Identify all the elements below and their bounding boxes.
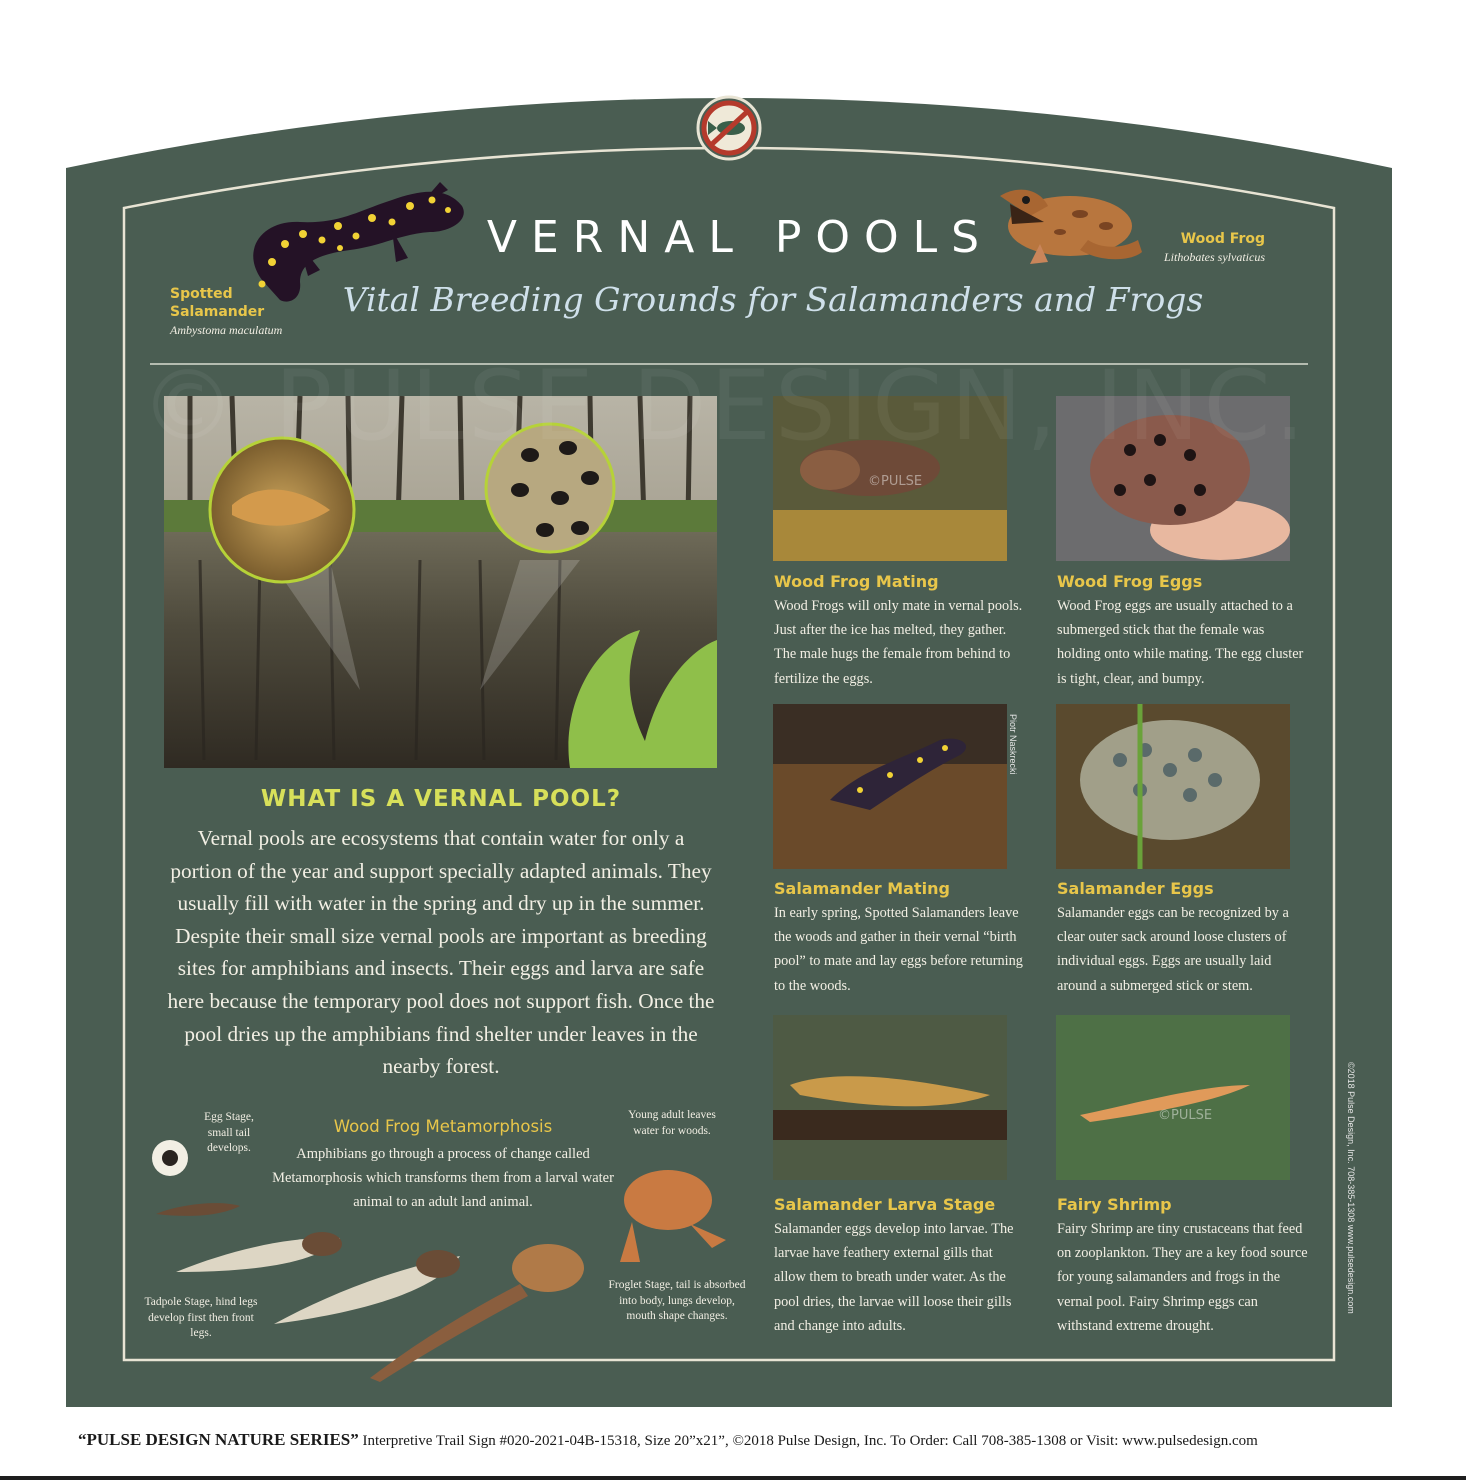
card-wood-frog-eggs xyxy=(1057,572,1307,691)
footer-series: “PULSE DESIGN NATURE SERIES” xyxy=(78,1430,359,1449)
species-latin: Lithobates sylvaticus xyxy=(1164,250,1265,264)
card-text: Wood Frogs will only mate in vernal pools. Just after the ice has melted, they gather. The male hugs the female from behind to fertilize the eggs. xyxy=(774,598,1023,687)
page-subtitle: Vital Breeding Grounds for Salamanders and Frogs xyxy=(342,280,1204,319)
card-text: Fairy Shrimp are tiny crustaceans that feed on zooplankton. They are a key food source for young salamanders and frogs in the vernal pool. Fairy Shrimp eggs can withstand extreme drought. xyxy=(1057,1221,1308,1334)
salamander-eggs-photo xyxy=(1056,704,1290,869)
card-title: Wood Frog Mating xyxy=(774,572,939,591)
photo-watermark: ©PULSE xyxy=(1158,1108,1213,1123)
side-copyright: ©2018 Pulse Design, Inc. 708-385-1308 www.pulsedesign.com xyxy=(1346,1062,1356,1314)
egg-stage-caption: Egg Stage, small tail develops. xyxy=(204,1111,254,1154)
no-fish-icon xyxy=(698,97,760,159)
card-text: Salamander eggs can be recognized by a clear outer sack around loose clusters of individual eggs. Eggs are usually laid around a submerged stick or stem. xyxy=(1057,905,1289,994)
metamorphosis-text: Amphibians go through a process of change called Metamorphosis which transforms them from a larval water animal to an adult land animal. xyxy=(272,1146,614,1210)
bottom-rule xyxy=(0,1476,1466,1480)
photo-watermark: ©PULSE xyxy=(868,474,923,489)
card-title: Salamander Larva Stage xyxy=(774,1195,996,1214)
photo-credit: Piotr Naskrecki xyxy=(1008,714,1018,775)
froglet-stage-caption: Froglet Stage, tail is absorbed into body, lungs develop, mouth shape changes. xyxy=(608,1279,746,1322)
main-heading: WHAT IS A VERNAL POOL? xyxy=(260,786,622,812)
salamander-mating-photo xyxy=(773,704,1007,869)
card-salamander-eggs xyxy=(1057,879,1307,998)
spotted-salamander-label xyxy=(170,285,282,338)
species-latin: Ambystoma maculatum xyxy=(170,323,283,337)
card-title: Salamander Mating xyxy=(774,879,950,898)
card-title: Fairy Shrimp xyxy=(1057,1195,1172,1214)
card-text: In early spring, Spotted Salamanders leave the woods and gather in their vernal “birth pool” to mate and lay eggs before returning to the woods. xyxy=(774,905,1023,994)
species-name: Salamander xyxy=(170,304,265,320)
footer xyxy=(78,1430,1398,1450)
tadpole-stage-caption: Tadpole Stage, hind legs develop first then front legs. xyxy=(144,1296,258,1339)
wood-frog-label xyxy=(1150,230,1265,265)
page-title: VERNAL POOLS xyxy=(486,212,994,263)
metamorphosis-title: Wood Frog Metamorphosis xyxy=(333,1117,553,1136)
species-name: Wood Frog xyxy=(1180,231,1265,247)
card-salamander-mating xyxy=(774,879,1024,998)
card-text: Salamander eggs develop into larvae. The larvae have feathery external gills that allow them to breath under water. As the pool dries, the larvae will loose their gills and change into adults. xyxy=(774,1221,1014,1334)
card-wood-frog-mating xyxy=(774,572,1024,691)
watermark: © PULSE DESIGN, INC. xyxy=(140,350,1309,462)
card-title: Wood Frog Eggs xyxy=(1057,572,1203,591)
salamander-larva-photo xyxy=(773,1015,1007,1180)
card-fairy-shrimp xyxy=(1057,1195,1309,1338)
egg-stage-illustration xyxy=(152,1140,188,1176)
main-body-text: Vernal pools are ecosystems that contain water for only a portion of the year and support specially adapted animals. They usually fill with water in the spring and dry up in the summer. Despite their small size vernal pools are important as breeding sites for amphibians and insects. Their eggs and larva are safe here because the temporary pool does not support fish. Once the pool dries up the amphibians find shelter under leaves in the nearby forest. xyxy=(167,826,715,1079)
card-title: Salamander Eggs xyxy=(1057,879,1214,898)
footer-details: Interpretive Trail Sign #020-2021-04B-15318, Size 20”x21”, ©2018 Pulse Design, Inc. To Order: Call 708-385-1308 or Visit: www.pulsedesign.com xyxy=(362,1433,1258,1449)
adult-stage-caption: Young adult leaves water for woods. xyxy=(628,1109,716,1137)
fairy-shrimp-photo xyxy=(1056,1015,1290,1180)
card-text: Wood Frog eggs are usually attached to a submerged stick that the female was holding onto while mating. The egg cluster is tight, clear, and bumpy. xyxy=(1057,598,1304,687)
species-name: Spotted xyxy=(170,286,233,302)
card-salamander-larva xyxy=(774,1195,1024,1338)
